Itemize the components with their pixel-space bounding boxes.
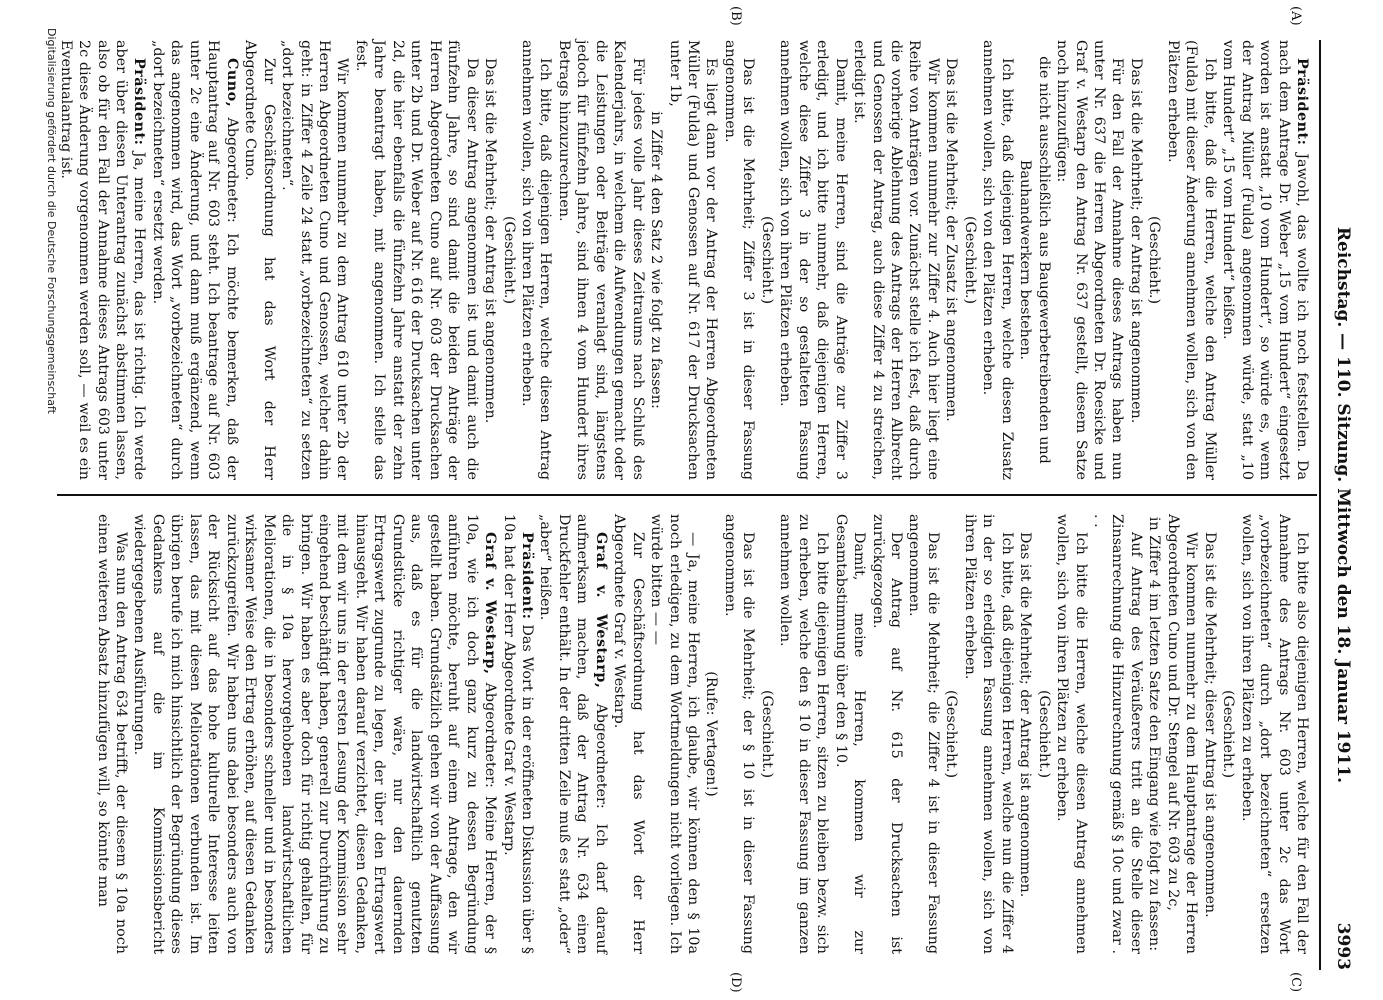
centered-line (702, 514, 720, 954)
paragraph-text: Abgeordneter: Ich darf darauf aufmerksam machen, daß der Antrag Nr. 634 einen Druckfehler enthält. In der dritten Zeile muß es statt „oder“ „aber“ heißen. (537, 514, 609, 954)
paragraph (776, 40, 850, 480)
paragraph (278, 40, 352, 480)
paragraph (93, 514, 130, 954)
paragraph (1126, 40, 1144, 480)
paragraph-text: Ich bitte diejenigen Herren, sitzen zu bleiben bezw. sich zu erheben, welche den § 10 in dieser Fassung im ganzen annehmen wollen. (777, 514, 831, 954)
centered-line (960, 40, 978, 480)
digitization-credit: Digitalisierung gefördert durch die Deutsche Forschungsgemeinschaft (45, 28, 58, 414)
left-column (56, 40, 1311, 480)
paragraph (942, 40, 960, 480)
paragraph-text: — Ja, meine Herren, ich glaube, wir können den § 10a noch erledigen, zu dem Wortmeldungen nicht vorliegen. Ich würde bitten — — (648, 514, 702, 954)
paragraph (979, 40, 1016, 480)
paragraph-text: Ich bitte also diejenigen Herren, welche für den Fall der Annahme des Antrags Nr. 603 unter 2c das Wort „vorbezeichneten“ durch „dort bezeichneten“ ersetzen wollen, sich von ihren Plätzen zu erheben. (1238, 514, 1310, 954)
paragraph (831, 514, 868, 954)
right-column (93, 514, 1311, 954)
paragraph (721, 514, 758, 954)
speaker-name: Präsident: (518, 532, 535, 620)
paragraph-text: (Geschieht.) (961, 215, 978, 305)
paragraph-text: Wir kommen nunmehr zur Ziffer 4. Auch hier liegt eine Reihe von Anträgen vor. Zunächst stelle ich fest, daß durch die vorherige Ablehnung des Antrags der Herren Albrecht und Genossen der Antrag, auch diese Ziffer 4 zu streichen, erledigt ist. (851, 40, 941, 480)
paragraph-text: Das ist die Mehrheit; der Zusatz ist angenommen. (943, 58, 960, 422)
paragraph-text: Der Antrag auf Nr. 615 der Drucksachen ist zurückgezogen. (869, 514, 905, 954)
paragraph (148, 40, 240, 480)
paragraph-text: Was nun den Antrag 634 betrifft, der diesem § 10a noch einen weiteren Absatz hinzufügen will, so könnte man (94, 514, 129, 954)
centered-line (1145, 514, 1163, 954)
paragraph (56, 40, 148, 480)
paragraph (481, 40, 499, 480)
paragraph-text: Da dieser Antrag angenommen ist und damit auch die fünfzehn Jahre, so sind damit die beiden Anträge der Herren Abgeordneten Cuno auf Nr. 603 der Drucksachen unter 2b und Dr. Weber auf Nr. 616 der Drucksachen unter 2d, die hier ebenfalls die fünfzehn Jahre anstatt der zehn Jahre beantragt haben, mit angenommen. Ich stelle das fest. (352, 40, 480, 480)
paragraph-text: Abgeordneter: Meine Herren, der § 10a, wie ich doch ganz kurz zu dessen Begründung anführen möchte, beruht auf einem Antrage, den wir gestellt haben. Grundsätzlich gehen wir von der Auffassung aus, daß es für die landwirtschaftlich genutzten Grundstücke richtiger wäre, nur den dauernden Ertragswert zugrunde zu legen, der über den Ertragswert hinausgeht. Wir haben darauf verzichtet, diesen Gedanken, mit dem wir uns in der ersten Lesung der Kommission sehr eingehend beschäftigt haben, generell zur Durchführung zu bringen. Wir haben es aber doch für richtig gehalten, für die in § 10a hervorgehobenen landwirtschaftlichen Meliorationen, die in besonders schneller und in besonders wirksamer Weise den Ertrag erhöhen, auf diesen Gedanken zurückzugreifen. Wir haben uns dabei besonders auch von der Rücksicht auf das hohe kulturelle Interesse leiten lassen, das mit diesen Meliorationen verbunden ist. Im übrigen berufe ich mich hinsichtlich der Begründung dieses Gedankens auf die im Kommissionsbericht wiedergegebenen Ausführungen. (131, 514, 499, 954)
paragraph-text: (Geschieht.) (758, 215, 775, 305)
paragraph (721, 40, 758, 480)
margin-mark-d: (D) (728, 972, 743, 993)
running-header (1327, 40, 1353, 970)
paragraph (1016, 514, 1034, 954)
paragraph (518, 40, 555, 480)
paragraph-text: Das ist die Mehrheit; der Antrag ist angenommen. (1127, 58, 1144, 424)
centered-line (1034, 514, 1052, 954)
centered-line (1145, 40, 1163, 480)
column-divider (57, 494, 1317, 496)
paragraph-text: (Geschieht.) (500, 215, 517, 305)
paragraph (1200, 514, 1218, 954)
centered-line (757, 514, 775, 954)
paragraph-text: (Rufe: Vertagen!) (703, 671, 720, 797)
paragraph (241, 40, 278, 480)
paragraph-text: Auf Antrag des Veräußerers tritt an die Stelle dieser Zinsanrechnung die Hinzurechnung gemäß § 10c und zwar . . . (1091, 514, 1144, 954)
paragraph-text: Abgeordneter: Ich möchte bemerken, daß der Hauptantrag auf Nr. 603 steht. Ich beantrage auf Nr. 603 unter 2c eine Änderung, und dann muß ergänzend, wenn das angenommen wird, das Wort „vorbezeichneten“ durch „dort bezeichneten“ ersetzt werden. (149, 40, 240, 480)
margin-mark-b: (B) (728, 6, 743, 26)
paragraph-text: Das ist die Mehrheit; der Antrag ist angenommen. (1017, 532, 1034, 898)
centered-line (1219, 514, 1237, 954)
paragraph-text: in Ziffer 4 den Satz 2 wie folgt zu fassen: (648, 111, 665, 409)
speaker-name: Cuno, (223, 58, 240, 108)
paragraph-text: Es liegt dann vor der Antrag der Herren Abgeordneten Müller (Fulda) und Genossen auf Nr. 617 der Drucksachen unter 1b, (666, 40, 720, 480)
paragraph-text: Das ist die Mehrheit; die Ziffer 4 ist in dieser Fassung angenommen. (906, 514, 941, 954)
paragraph-text: Für den Fall der Annahme dieses Antrags haben nun unter Nr. 637 die Herren Abgeordneten Dr. Roesicke und Graf v. Westarp den Antrag Nr. 637 gestellt, diesem Satze noch hinzuzufügen: (1054, 40, 1126, 480)
paragraph (1053, 514, 1090, 954)
page-number: 3993 (1333, 922, 1353, 970)
paragraph-text: die nicht ausschließlich aus Baugewerbetreibenden und Bauhandwerkern bestehen. (1017, 56, 1052, 464)
speaker-name: Präsident: (1294, 58, 1310, 146)
paragraph-text: Damit, meine Herren, sind die Anträge zur Ziffer 3 erledigt, und ich bitte nunmehr, daß diejenigen Herren, welche diese Ziffer 3 in der so gestalteten Fassung annehmen wollen, sich von ihren Plätzen erheben. (777, 40, 849, 480)
paragraph (960, 514, 1015, 954)
paragraph-text: Ich bitte die Herren, welche diesen Antrag annehmen wollen, sich von ihren Plätzen zu erheben. (1054, 514, 1089, 954)
margin-mark-c: (C) (1288, 972, 1303, 993)
centered-line (1016, 40, 1053, 480)
paragraph (665, 40, 720, 480)
paragraph (868, 514, 905, 954)
paragraph (1090, 514, 1145, 954)
paragraph (130, 514, 499, 954)
margin-mark-a: (A) (1288, 6, 1303, 26)
paragraph (1219, 40, 1311, 480)
centered-line (942, 514, 960, 954)
paragraph (351, 40, 480, 480)
paragraph (554, 40, 646, 480)
paragraph (1237, 514, 1311, 954)
paragraph-text: Jawohl, das wollte ich noch feststellen. Da nach dem Antrage Dr. Weber „15 vom Hundert“ eingesetzt worden ist anstatt „10 vom Hundert“, so würde es, wenn der Antrag Müller (Fulda) angenommen würde, statt „10 vom Hundert“ „15 vom Hundert“ heißen. (1220, 40, 1310, 480)
header-title: Reichstag. — 110. Sitzung. Mittwoch den 18. Januar 1911. (1333, 226, 1353, 784)
paragraph (850, 40, 942, 480)
paragraph (905, 514, 942, 954)
paragraph (776, 514, 831, 954)
paragraph (536, 514, 610, 954)
paragraph (1163, 40, 1218, 480)
paragraph-text: (Geschieht.) (758, 689, 775, 779)
paragraph-text: Ja, meine Herren, das ist richtig. Ich werde aber über diesen Unterantrag zunächst abstimmen lassen, also ob für den Fall der Annahme dieses Antrags 603 unter 2c diese Änderung vorgenommen werden soll, — weil es ein Eventualantrag ist. (57, 40, 148, 480)
paragraph-text: Ich bitte, daß diejenigen Herren, welche nun die Ziffer 4 in der so erledigten Fassung annehmen wollen, sich von ihren Plätzen erheben. (961, 514, 1015, 954)
paragraph-text: Das ist die Mehrheit; dieser Antrag ist angenommen. (1201, 532, 1218, 918)
paragraph-text: Wir kommen nunmehr zu dem Hauptantrage der Herren Abgeordneten Cuno und Dr. Stengel auf Nr. 603 zu 2c, (1164, 514, 1200, 954)
paragraph-text: Ich bitte, daß diejenigen Herren, welche diesen Zusatz annehmen wollen, sich von den Plätzen erheben. (980, 40, 1015, 480)
paragraph-text: (Geschieht.) (943, 689, 960, 779)
paragraph-text: Das ist die Mehrheit; der Antrag ist angenommen. (482, 58, 499, 424)
paragraph-text: Das ist die Mehrheit; Ziffer 3 ist in dieser Fassung angenommen. (721, 40, 757, 480)
paragraph-text: (Geschieht.) (1220, 689, 1237, 779)
speaker-name: Graf v. Westarp, (592, 532, 609, 689)
paragraph (1163, 514, 1200, 954)
speaker-name: Graf v. Westarp, (482, 532, 499, 675)
paragraph (1053, 40, 1127, 480)
paragraph-text: Das Wort in der eröffneten Diskussion über § 10a hat der Herr Abgeordnete Graf v. Westarp. (500, 514, 535, 954)
paragraph-text: Ich bitte, daß diejenigen Herren, welche diesen Antrag annehmen wollen, sich von ihren Plätzen erheben. (518, 40, 554, 480)
paragraph-text: Damit, meine Herren, kommen wir zur Gesamtabstimmung über den § 10. (832, 514, 868, 954)
centered-line (757, 40, 775, 480)
paragraph (647, 514, 702, 954)
paragraph-text: Das ist die Mehrheit; der § 10 ist in dieser Fassung angenommen. (721, 514, 757, 954)
paragraph-text: (Geschieht.) (1035, 689, 1052, 779)
paragraph-text: Für jedes volle Jahr dieses Zeitraums nach Schluß des Kalenderjahrs, in welchem die Aufwendungen gemacht oder die Leistungen oder Beiträge veranlagt sind, längstens jedoch für fünfzehn Jahre, sind ihnen 4 vom Hundert ihres Betrags hinzuzurechnen. (555, 40, 646, 480)
paragraph-text: Zur Geschäftsordnung hat das Wort der Herr Abgeordnete Graf v. Westarp. (611, 514, 646, 954)
centered-line (647, 40, 665, 480)
paragraph-text: in Ziffer 4 im letzten Satze den Eingang wie folgt zu fassen: (1146, 516, 1163, 952)
paragraph-text: Wir kommen nunmehr zu dem Antrag 610 unter 2b der Herren Abgeordneten Cuno und Genossen, welcher dahin geht: in Ziffer 4 Zeile 24 statt „vorbezeichneten“ zu setzen „dort bezeichneten“. (279, 40, 351, 480)
header-rule (1319, 40, 1321, 970)
paragraph-text: Zur Geschäftsordnung hat das Wort der Herr Abgeordnete Cuno. (242, 40, 277, 480)
paragraph (610, 514, 647, 954)
paragraph-text: (Geschieht.) (1146, 215, 1163, 305)
paragraph (499, 514, 536, 954)
paragraph-text: Ich bitte, daß die Herren, welche den Antrag Müller (Fulda) mit dieser Änderung annehmen wollen, sich von den Plätzen erheben. (1164, 40, 1218, 480)
speaker-name: Präsident: (131, 58, 148, 146)
centered-line (499, 40, 517, 480)
